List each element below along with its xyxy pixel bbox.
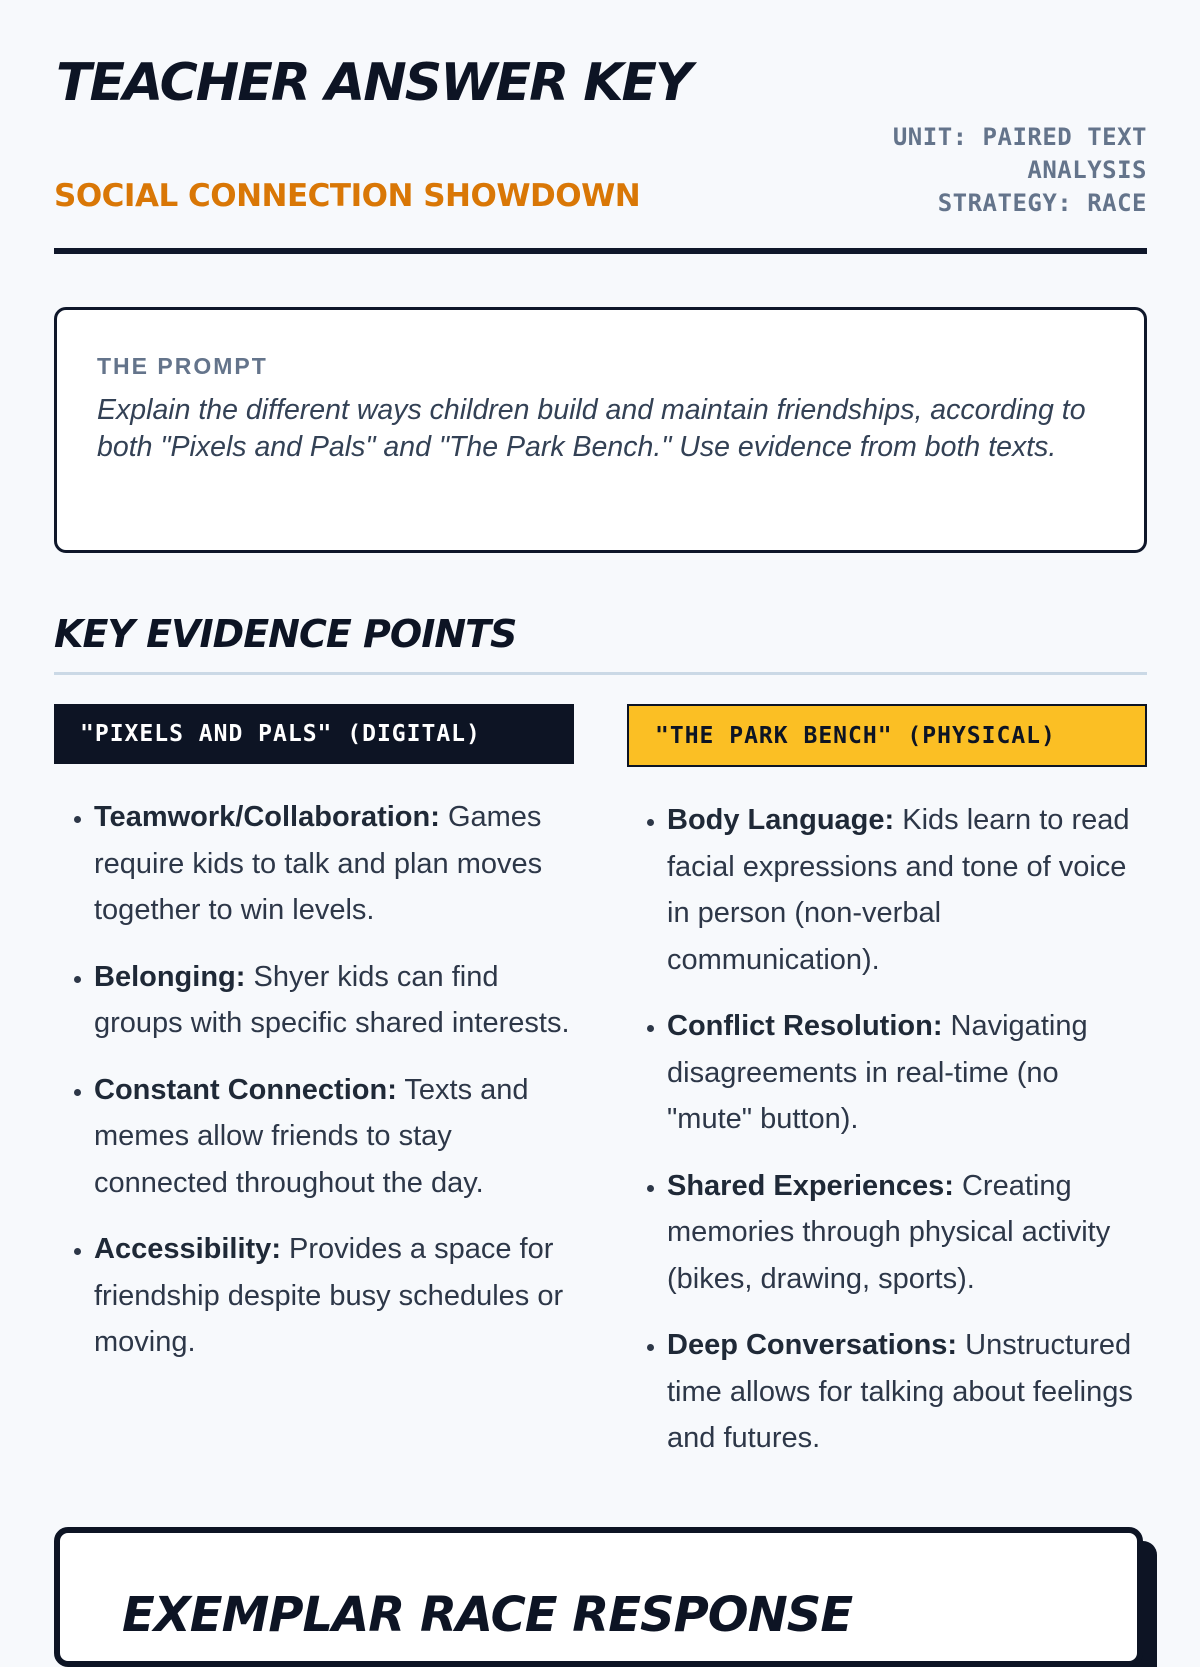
evidence-text: Provides a space for friendship despite busy schedules or moving. (94, 1233, 564, 1358)
page-title: TEACHER ANSWER KEY (56, 53, 691, 113)
list-item (94, 794, 574, 934)
list-item (94, 1067, 574, 1207)
list-item (667, 797, 1147, 983)
prompt-label: THE PROMPT (97, 353, 268, 379)
list-item (94, 954, 574, 1047)
evidence-text: Creating memories through physical activity (bikes, drawing, sports). (667, 1169, 1111, 1295)
unit-label: UNIT: PAIRED TEXT ANALYSIS (892, 123, 1147, 184)
unit-meta (827, 121, 1147, 220)
evidence-heading: KEY EVIDENCE POINTS (54, 612, 517, 656)
evidence-term: Conflict Resolution: (667, 1010, 943, 1042)
strategy-label: STRATEGY: RACE (937, 189, 1147, 217)
evidence-term: Deep Conversations: (667, 1329, 958, 1361)
physical-column-header: "THE PARK BENCH" (PHYSICAL) (627, 704, 1147, 767)
page-header (54, 0, 1147, 254)
evidence-text: Kids learn to read facial expressions and tone of voice in person (non-verbal communication). (667, 804, 1130, 976)
evidence-term: Accessibility: (94, 1233, 281, 1265)
answer-key-page (54, 0, 1147, 1643)
evidence-term: Belonging: (94, 960, 246, 993)
page-subtitle: SOCIAL CONNECTION SHOWDOWN (54, 178, 641, 214)
list-item (667, 1163, 1147, 1303)
evidence-text: Texts and memes allow friends to stay connected throughout the day. (94, 1073, 529, 1199)
evidence-text: Shyer kids can find groups with specific shared interests. (94, 960, 570, 1039)
section-divider (54, 672, 1147, 675)
digital-column-header: "PIXELS AND PALS" (DIGITAL) (54, 704, 574, 764)
physical-column (627, 704, 1147, 1482)
evidence-term: Body Language: (667, 804, 895, 836)
digital-column (54, 704, 574, 1386)
list-item (667, 1322, 1147, 1462)
list-item (94, 1226, 574, 1366)
list-item (667, 1003, 1147, 1143)
evidence-term: Constant Connection: (94, 1073, 397, 1106)
exemplar-title: EXEMPLAR RACE RESPONSE (122, 1587, 853, 1643)
exemplar-card (54, 1527, 1143, 1667)
evidence-term: Shared Experiences: (667, 1169, 954, 1202)
evidence-term: Teamwork/Collaboration: (94, 801, 440, 833)
evidence-text: Unstructured time allows for talking about feelings and futures. (667, 1329, 1133, 1454)
physical-evidence-list (627, 797, 1147, 1462)
evidence-text: Games require kids to talk and plan moves together to win levels. (94, 801, 543, 926)
digital-evidence-list (54, 794, 574, 1366)
evidence-text: Navigating disagreements in real-time (no "mute" button). (667, 1010, 1088, 1135)
prompt-card (54, 307, 1147, 553)
prompt-text: Explain the different ways children build and maintain friendships, according to both "Pixels and Pals" and "The Park Bench." Use evidence from both texts. (97, 394, 1086, 463)
